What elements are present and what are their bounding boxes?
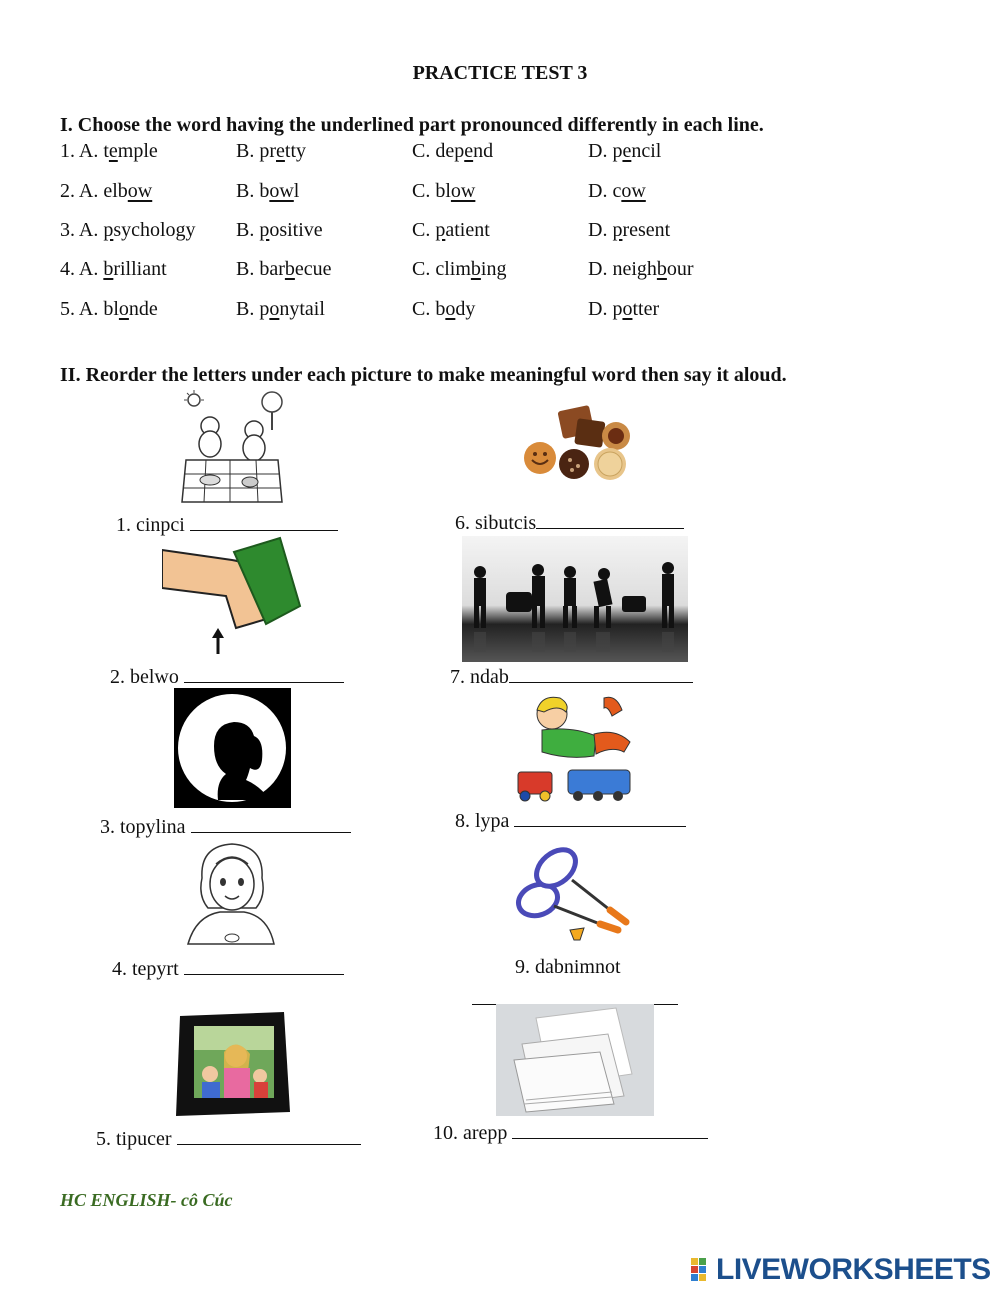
footer-credit: HC ENGLISH- cô Cúc (60, 1190, 233, 1210)
option-label: D. (588, 219, 613, 241)
word-part: tter (632, 298, 660, 320)
word-part: dep (435, 140, 465, 162)
word-part: p (612, 298, 623, 320)
option-label: D. (588, 258, 613, 280)
word-part: nde (128, 298, 158, 320)
answer-option[interactable] (412, 219, 490, 242)
answer-option[interactable] (588, 298, 659, 321)
word-part: our (666, 258, 694, 280)
answer-option[interactable] (236, 140, 306, 163)
word-part: atient (445, 219, 490, 241)
ponytail-icon (174, 688, 291, 808)
answer-option[interactable] (412, 298, 475, 321)
brand-text: LIVEWORKSHEETS (716, 1253, 991, 1286)
reorder-label: 2. belwo (110, 666, 179, 688)
option-label: B. (236, 219, 260, 241)
reorder-label: 3. topylina (100, 816, 186, 838)
underlined-part: o (269, 298, 280, 320)
underlined-part: b (656, 258, 667, 280)
biscuits-icon (520, 402, 636, 486)
option-label: C. (412, 140, 436, 162)
answer-blank[interactable] (184, 664, 344, 683)
reorder-item-8 (455, 808, 686, 833)
option-label: B. (236, 298, 260, 320)
underlined-part: ow (621, 180, 646, 202)
word-part: p (612, 140, 623, 162)
underlined-part: b (470, 258, 481, 280)
reorder-label: 9. dabnimnot (515, 956, 621, 978)
reorder-label: 7. ndab (450, 666, 509, 688)
word-part: ing (480, 258, 507, 280)
word-part: sychology (113, 219, 196, 241)
reorder-label: 5. tipucer (96, 1128, 172, 1150)
underlined-part: b (103, 258, 114, 280)
word-part: nytail (279, 298, 325, 320)
answer-option[interactable] (588, 180, 646, 203)
reorder-item-1 (116, 512, 338, 537)
underlined-part: ow (450, 180, 476, 202)
answer-option[interactable] (236, 219, 323, 242)
underlined-part: e (276, 140, 285, 162)
answer-blank[interactable] (191, 814, 351, 833)
word-part: elb (103, 180, 128, 202)
option-label: 5. A. (60, 298, 104, 320)
answer-option[interactable] (588, 140, 661, 163)
answer-option[interactable] (236, 258, 332, 281)
liveworksheets-logo-icon (690, 1257, 716, 1283)
reorder-item-4 (112, 956, 344, 981)
underlined-part: b (284, 258, 295, 280)
word-part: tty (284, 140, 307, 162)
answer-option[interactable] (60, 258, 167, 281)
underlined-part: p (435, 219, 446, 241)
option-label: 3. A. (60, 219, 104, 241)
answer-option[interactable] (236, 298, 325, 321)
word-part: t (103, 140, 109, 162)
reorder-label: 6. sibutcis (455, 512, 537, 534)
answer-blank[interactable] (177, 1126, 361, 1145)
underlined-part: o (622, 298, 633, 320)
option-label: D. (588, 180, 613, 202)
word-part: neigh (612, 258, 657, 280)
word-part: bar (259, 258, 285, 280)
option-label: 4. A. (60, 258, 104, 280)
option-label: C. (412, 258, 436, 280)
answer-option[interactable] (236, 180, 299, 203)
play-icon (512, 690, 638, 806)
underlined-part: p (259, 219, 270, 241)
page-title: PRACTICE TEST 3 (412, 62, 588, 84)
word-part: resent (622, 219, 671, 241)
underlined-part: p (612, 219, 623, 241)
word-part: ecue (294, 258, 332, 280)
word-part: ncil (631, 140, 662, 162)
band-icon (462, 536, 688, 662)
underlined-part: e (464, 140, 474, 162)
option-label: D. (588, 140, 613, 162)
reorder-item-3 (100, 814, 351, 839)
underlined-part: e (622, 140, 632, 162)
word-part: mple (117, 140, 158, 162)
answer-option[interactable] (412, 258, 506, 281)
reorder-item-10 (433, 1120, 708, 1145)
reorder-item-5 (96, 1126, 361, 1151)
reorder-label: 10. arepp (433, 1122, 508, 1144)
option-label: D. (588, 298, 613, 320)
elbow-icon (162, 536, 302, 660)
underlined-part: o (118, 298, 129, 320)
option-label: C. (412, 180, 436, 202)
pretty-girl-icon (186, 838, 276, 946)
reorder-label: 4. tepyrt (112, 958, 179, 980)
picnic-icon (180, 390, 284, 504)
paper-icon (496, 1004, 654, 1116)
answer-blank[interactable] (514, 808, 686, 827)
reorder-item-2 (110, 664, 344, 689)
option-label: B. (236, 140, 260, 162)
underlined-part: o (445, 298, 456, 320)
answer-option[interactable] (60, 140, 158, 163)
option-label: 2. A. (60, 180, 104, 202)
word-part: dy (455, 298, 476, 320)
answer-blank[interactable] (184, 956, 344, 975)
word-part: bl (103, 298, 119, 320)
underlined-part: p (103, 219, 114, 241)
word-part: bl (435, 180, 451, 202)
answer-option[interactable] (60, 298, 158, 321)
word-part: p (259, 298, 270, 320)
answer-blank[interactable] (509, 664, 693, 683)
answer-option[interactable] (588, 258, 694, 281)
answer-option[interactable] (412, 180, 475, 203)
word-part: pr (259, 140, 277, 162)
underlined-part: ow (127, 180, 153, 202)
reorder-label: 1. cinpci (116, 514, 185, 536)
word-part: clim (435, 258, 471, 280)
section1-heading: I. Choose the word having the underlined part pronounced differently in each line. (60, 114, 764, 136)
answer-blank[interactable] (190, 512, 338, 531)
picture-frame-icon (174, 1012, 292, 1118)
badminton-icon (514, 840, 636, 944)
underlined-part: ow (269, 180, 294, 202)
word-part: l (293, 180, 300, 202)
answer-option[interactable] (60, 180, 152, 203)
reorder-item-9 (515, 956, 621, 979)
reorder-item-6 (455, 510, 684, 535)
word-part: b (435, 298, 446, 320)
word-part: ositive (269, 219, 323, 241)
answer-option[interactable] (588, 219, 670, 242)
answer-blank[interactable] (472, 986, 678, 1005)
answer-option[interactable] (412, 140, 493, 163)
reorder-item-7 (450, 664, 693, 689)
option-label: 1. A. (60, 140, 104, 162)
option-label: C. (412, 219, 436, 241)
liveworksheets-logo[interactable] (690, 1252, 991, 1288)
word-part: c (612, 180, 622, 202)
answer-blank[interactable] (536, 510, 684, 529)
option-label: B. (236, 180, 260, 202)
word-part: rilliant (113, 258, 167, 280)
option-label: C. (412, 298, 436, 320)
answer-blank[interactable] (512, 1120, 708, 1139)
word-part: b (259, 180, 270, 202)
option-label: B. (236, 258, 260, 280)
underlined-part: e (108, 140, 118, 162)
answer-option[interactable] (60, 219, 196, 242)
word-part: nd (473, 140, 494, 162)
section2-heading: II. Reorder the letters under each picture to make meaningful word then say it aloud. (60, 364, 787, 386)
reorder-label: 8. lypa (455, 810, 510, 832)
